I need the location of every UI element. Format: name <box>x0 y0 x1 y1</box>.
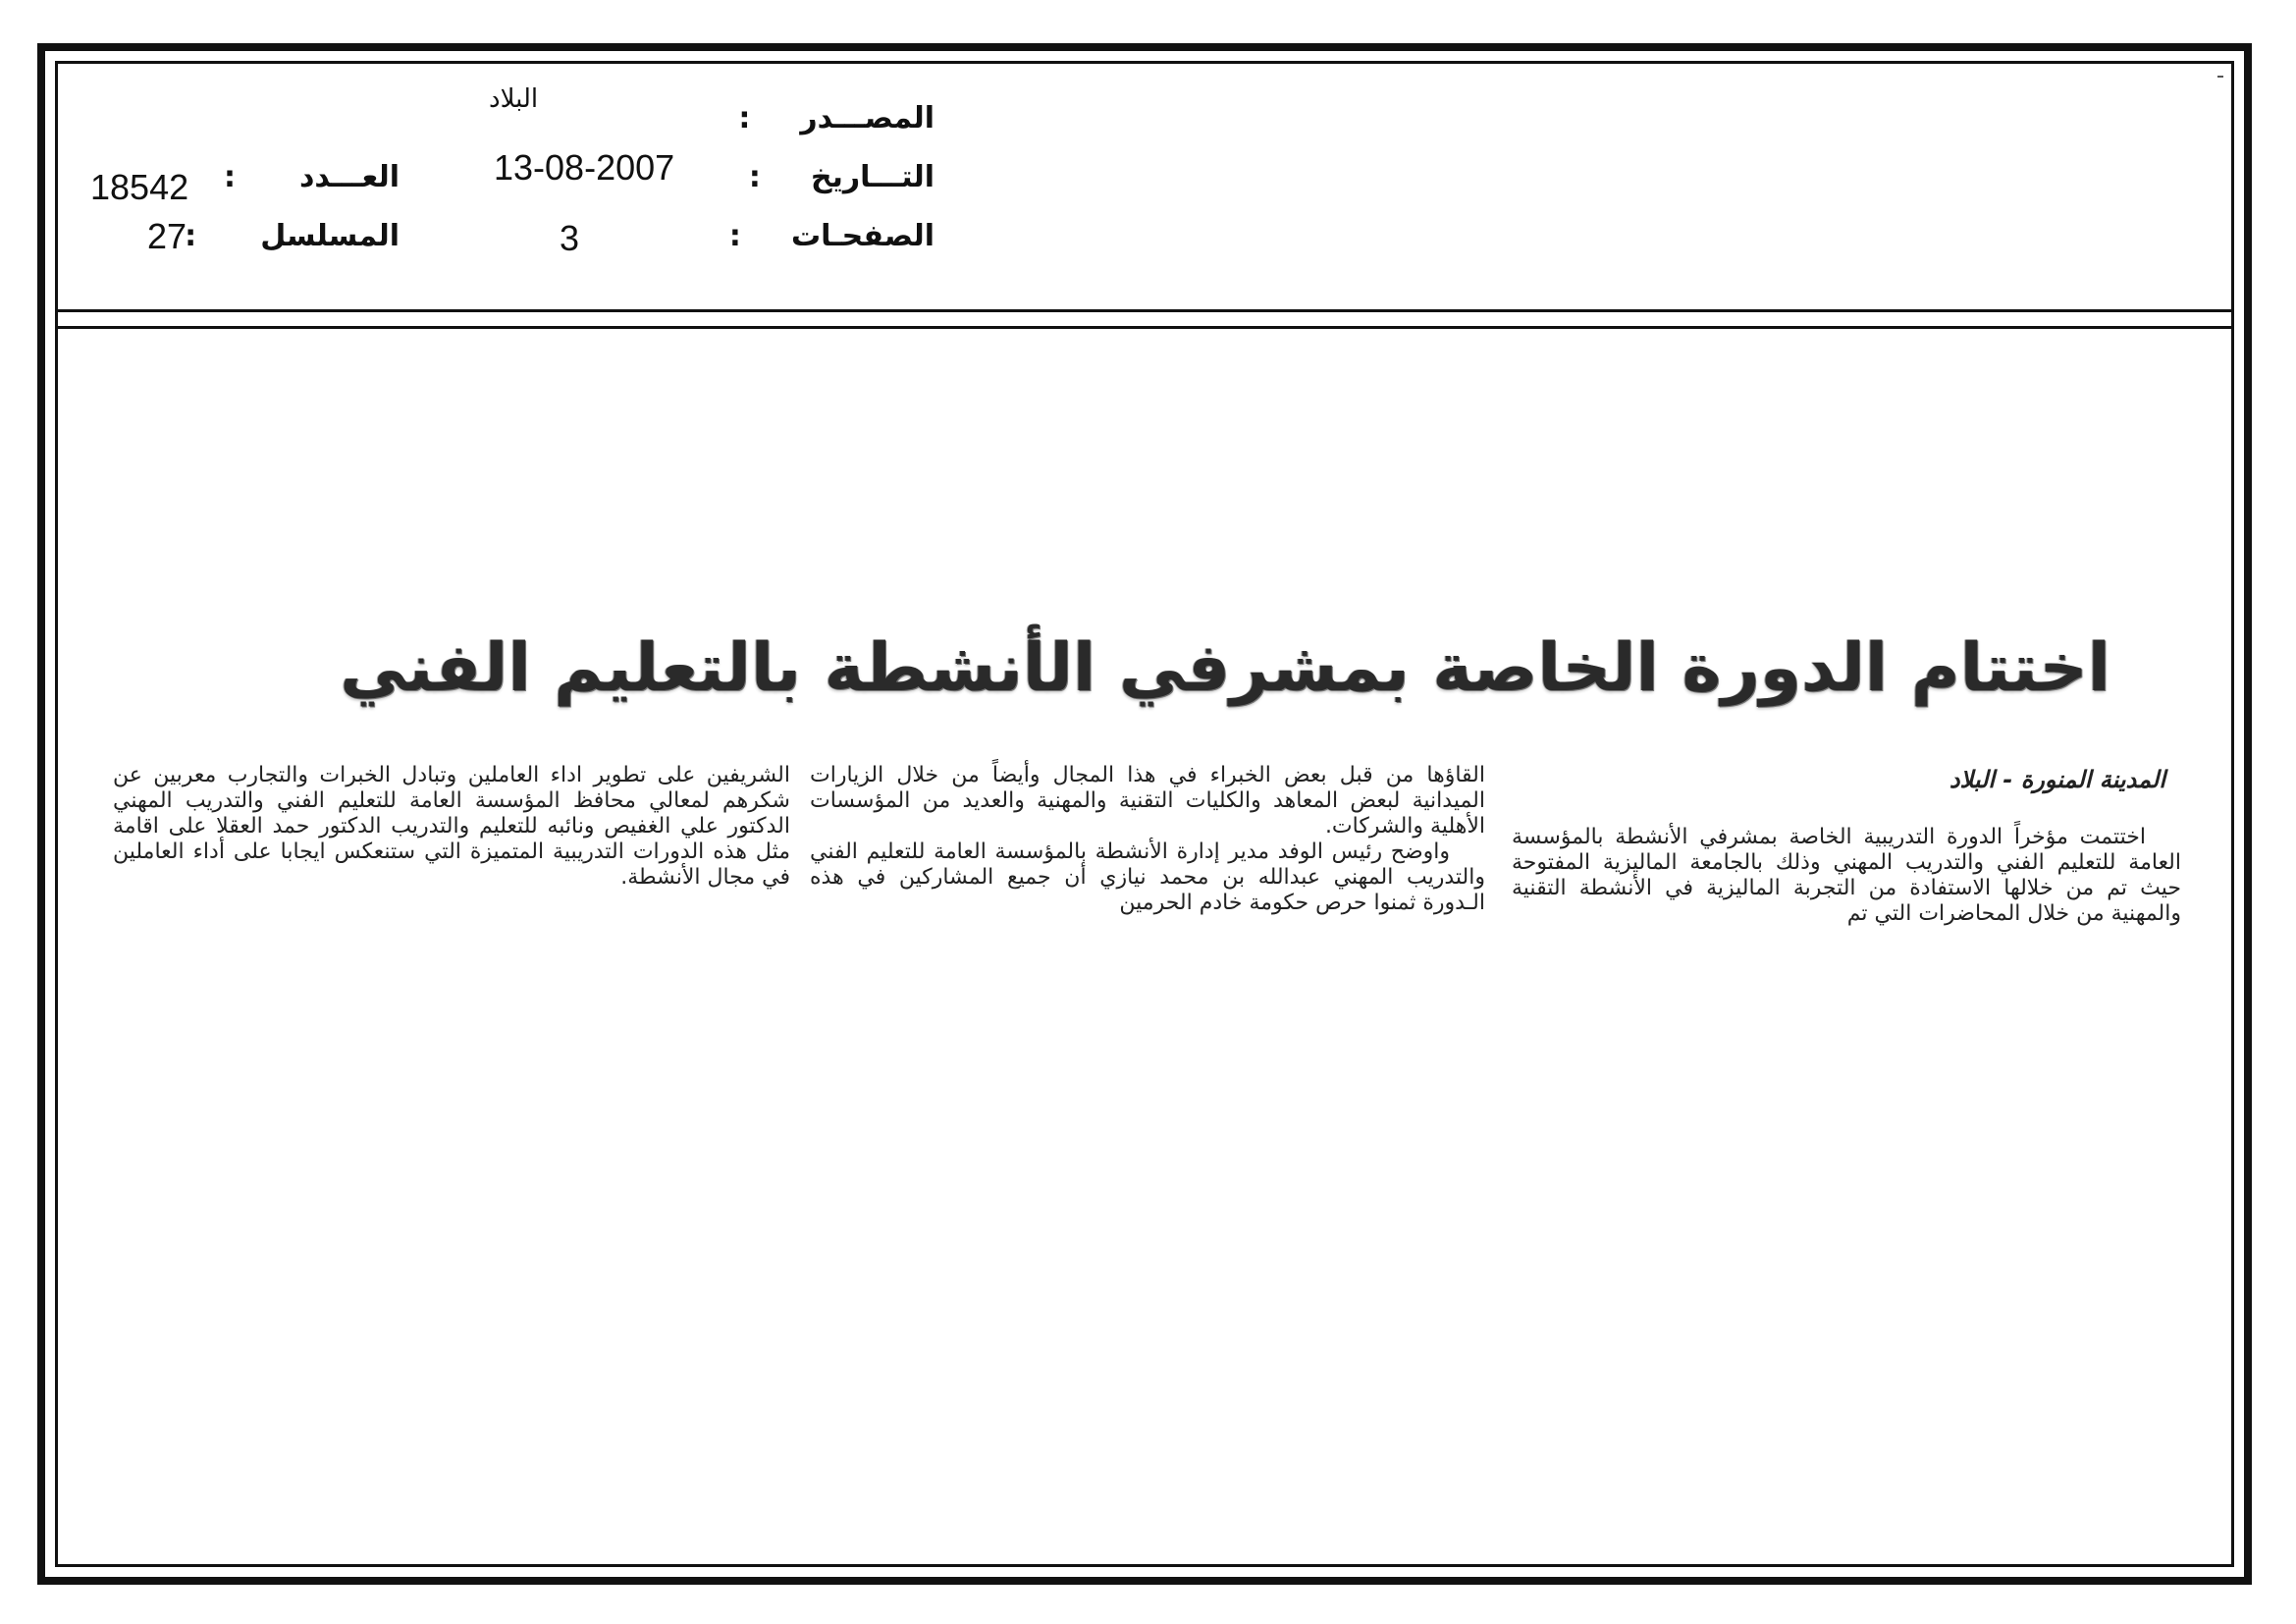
serial-label: المسلسل <box>260 219 400 253</box>
issue-label-row <box>224 160 400 194</box>
scan-mark <box>2217 76 2223 78</box>
pages-colon: : <box>728 219 741 253</box>
serial-value: 27 <box>147 216 187 256</box>
article-paragraph: الشريفين على تطوير اداء العاملين وتبادل الخبرات والتجارب معربين عن شكرهم لمعالي محافظ المؤسسة العامة للتعليم الفني والتدريب المهني الدكتور علي الغفيص ونائبه للتعليم والتدريب الدكتور حمد العقلا على اقامة مثل هذه الدورات التدريبية المتميزة التي ستنعكس ايجابا على أداء العاملين في مجال الأنشطة. <box>113 763 790 890</box>
issue-colon: : <box>223 160 236 194</box>
header-divider <box>58 309 2231 329</box>
date-label-row <box>749 160 934 194</box>
source-value: البلاد <box>489 84 539 114</box>
serial-colon: : <box>185 219 197 253</box>
source-label: المصـــدر <box>800 101 934 135</box>
date-label: التـــاريخ <box>811 160 934 194</box>
issue-value: 18542 <box>90 167 189 207</box>
article-headline: اختتام الدورة الخاصة بمشرفي الأنشطة بالتعليم الفني <box>340 629 2110 707</box>
pages-value: 3 <box>560 218 580 258</box>
serial-label-row <box>185 219 400 253</box>
date-value: 13-08-2007 <box>494 147 675 188</box>
source-colon: : <box>738 101 751 135</box>
source-label-row <box>738 101 934 135</box>
article-paragraph: اختتمت مؤخراً الدورة التدريبية الخاصة بمشرفي الأنشطة بالمؤسسة العامة للتعليم الفني والتدريب المهني وذلك بالجامعة الماليزية المفتوحة حيث تم من خلالها الاستفادة من التجربة الماليزية في الأنشطة التقنية والمهنية من خلال المحاضرات التي تم <box>1512 825 2181 926</box>
pages-label: الصفحـات <box>791 219 934 253</box>
article-column-1 <box>1512 825 2181 927</box>
issue-label: العـــدد <box>299 160 400 194</box>
article-dateline: المدينة المنورة - البلاد <box>1949 766 2165 793</box>
pages-label-row <box>729 219 934 253</box>
article-paragraph: واوضح رئيس الوفد مدير إدارة الأنشطة بالمؤسسة العامة للتعليم الفني والتدريب المهني عبدالله بن محمد نيازي أن جميع المشاركين في هذه الـدورة ثمنوا حرص حكومة خادم الحرمين <box>810 839 1485 915</box>
article-column-2 <box>810 763 1485 916</box>
article-column-3 <box>113 763 790 891</box>
date-colon: : <box>748 160 761 194</box>
article-paragraph: القاؤها من قبل بعض الخبراء في هذا المجال وأيضاً من خلال الزيارات الميدانية لبعض المعاهد والكليات التقنية والمهنية والعديد من المؤسسات الأهلية والشركات. <box>810 763 1485 839</box>
